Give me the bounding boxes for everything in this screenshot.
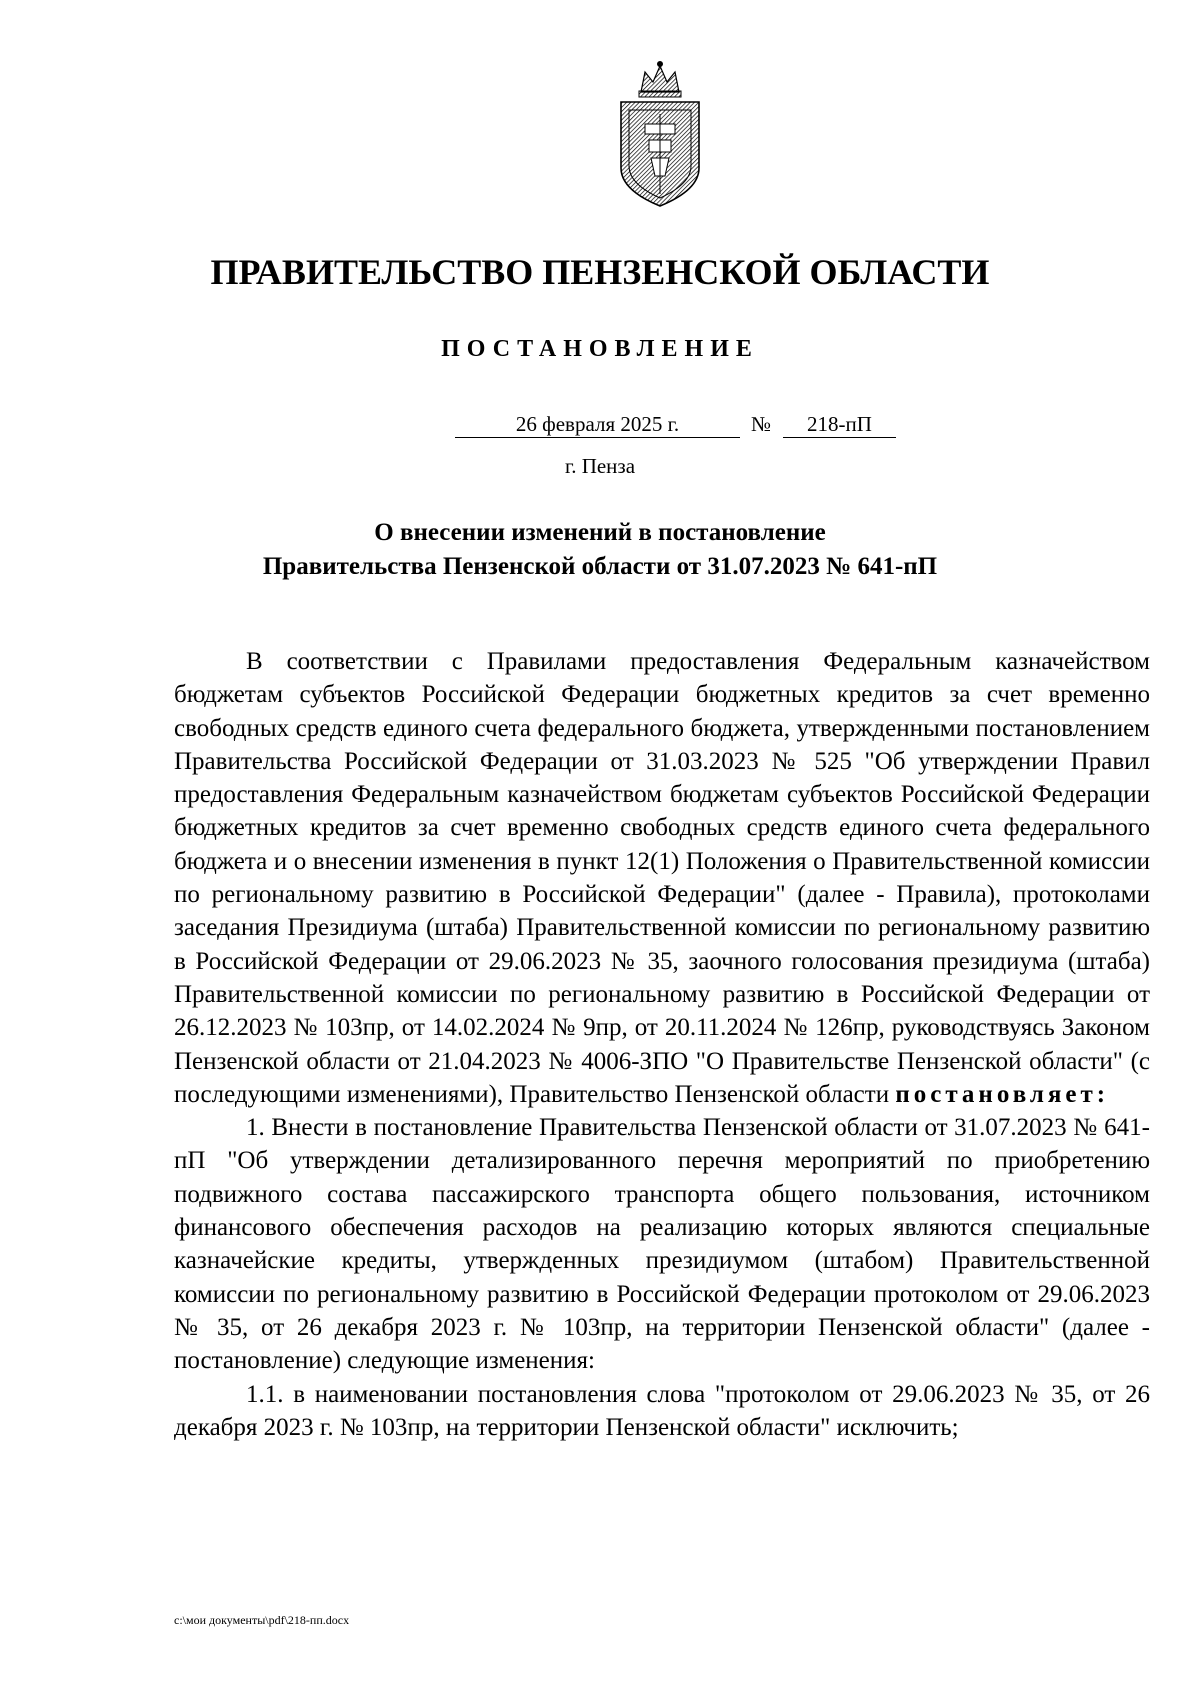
item-1-paragraph: 1. Внести в постановление Правительства Пензенской области от 31.07.2023 № 641-пП "Об утверждении детализированного перечня мероприятий по приобретению подвижного состава пассажирского транспорта общего пользования, источником финансового обеспечения расходов на реализацию которых являются специальные казначейские кредиты, утвержденных президиумом (штабом) Правительственной комиссии по региональному развитию в Российской Федерации протоколом от 29.06.2023 № 35, от 26 декабря 2023 г. № 103пр, на территории Пензенской области" (далее - постановление) следующие изменения: xyxy=(174,1114,1150,1375)
number-sign: № xyxy=(750,412,772,436)
subject-line: О внесении изменений в постановление xyxy=(374,519,826,546)
date-number-row xyxy=(0,410,1200,440)
coat-of-arms-icon xyxy=(611,58,709,210)
preamble-text: В соответствии с Правилами предоставления Федеральным казначейством бюджетам субъектов Российской Федерации бюджетных кредитов за счет временно свободных средств единого счета федерального бюджета, утвержденными постановлением Правительства Российской Федерации от 31.03.2023 № 525 "Об утверждении Правил предоставления Федеральным казначейством бюджетам субъектов Российской Федерации бюджетных кредитов за счет временно свободных средств единого счета федерального бюджета и о внесении изменения в пункт 12(1) Положения о Правительственной комиссии по региональному развитию в Российской Федерации" (далее - Правила), протоколами заседания Президиума (штаба) Правительственной комиссии по региональному развитию в Российской Федерации от 29.06.2023 № 35, заочного голосования президиума (штаба) Правительственной комиссии по региональному развитию в Российской Федерации от 26.12.2023 № 103пр, от 14.02.2024 № 9пр, от 20.11.2024 № 126пр, руководствуясь Законом Пензенской области от 21.04.2023 № 4006-ЗПО "О Правительстве Пензенской области" (с последующими изменениями), Правительство Пензенской области xyxy=(174,648,1150,1108)
item-1-1-paragraph: 1.1. в наименовании постановления слова "протоколом от 29.06.2023 № 35, от 26 декабря 2023 г. № 103пр, на территории Пензенской области" исключить; xyxy=(174,1380,1150,1441)
subject-line: Правительства Пензенской области от 31.07.2023 № 641-пП xyxy=(262,553,938,580)
city: г. Пенза xyxy=(564,454,636,478)
document-body xyxy=(174,645,1150,1444)
footer-file-path: c:\мои документы\pdf\218-пп.docx xyxy=(174,1613,350,1627)
document-date: 26 февраля 2025 г. xyxy=(455,410,740,438)
resolves-word: постановляет: xyxy=(895,1080,1110,1108)
document-number: 218-пП xyxy=(783,410,896,438)
preamble-paragraph xyxy=(174,645,1150,1111)
document-type: ПОСТАНОВЛЕНИЕ xyxy=(441,336,759,362)
government-title: ПРАВИТЕЛЬСТВО ПЕНЗЕНСКОЙ ОБЛАСТИ xyxy=(210,252,990,292)
document-subject xyxy=(0,516,1200,584)
